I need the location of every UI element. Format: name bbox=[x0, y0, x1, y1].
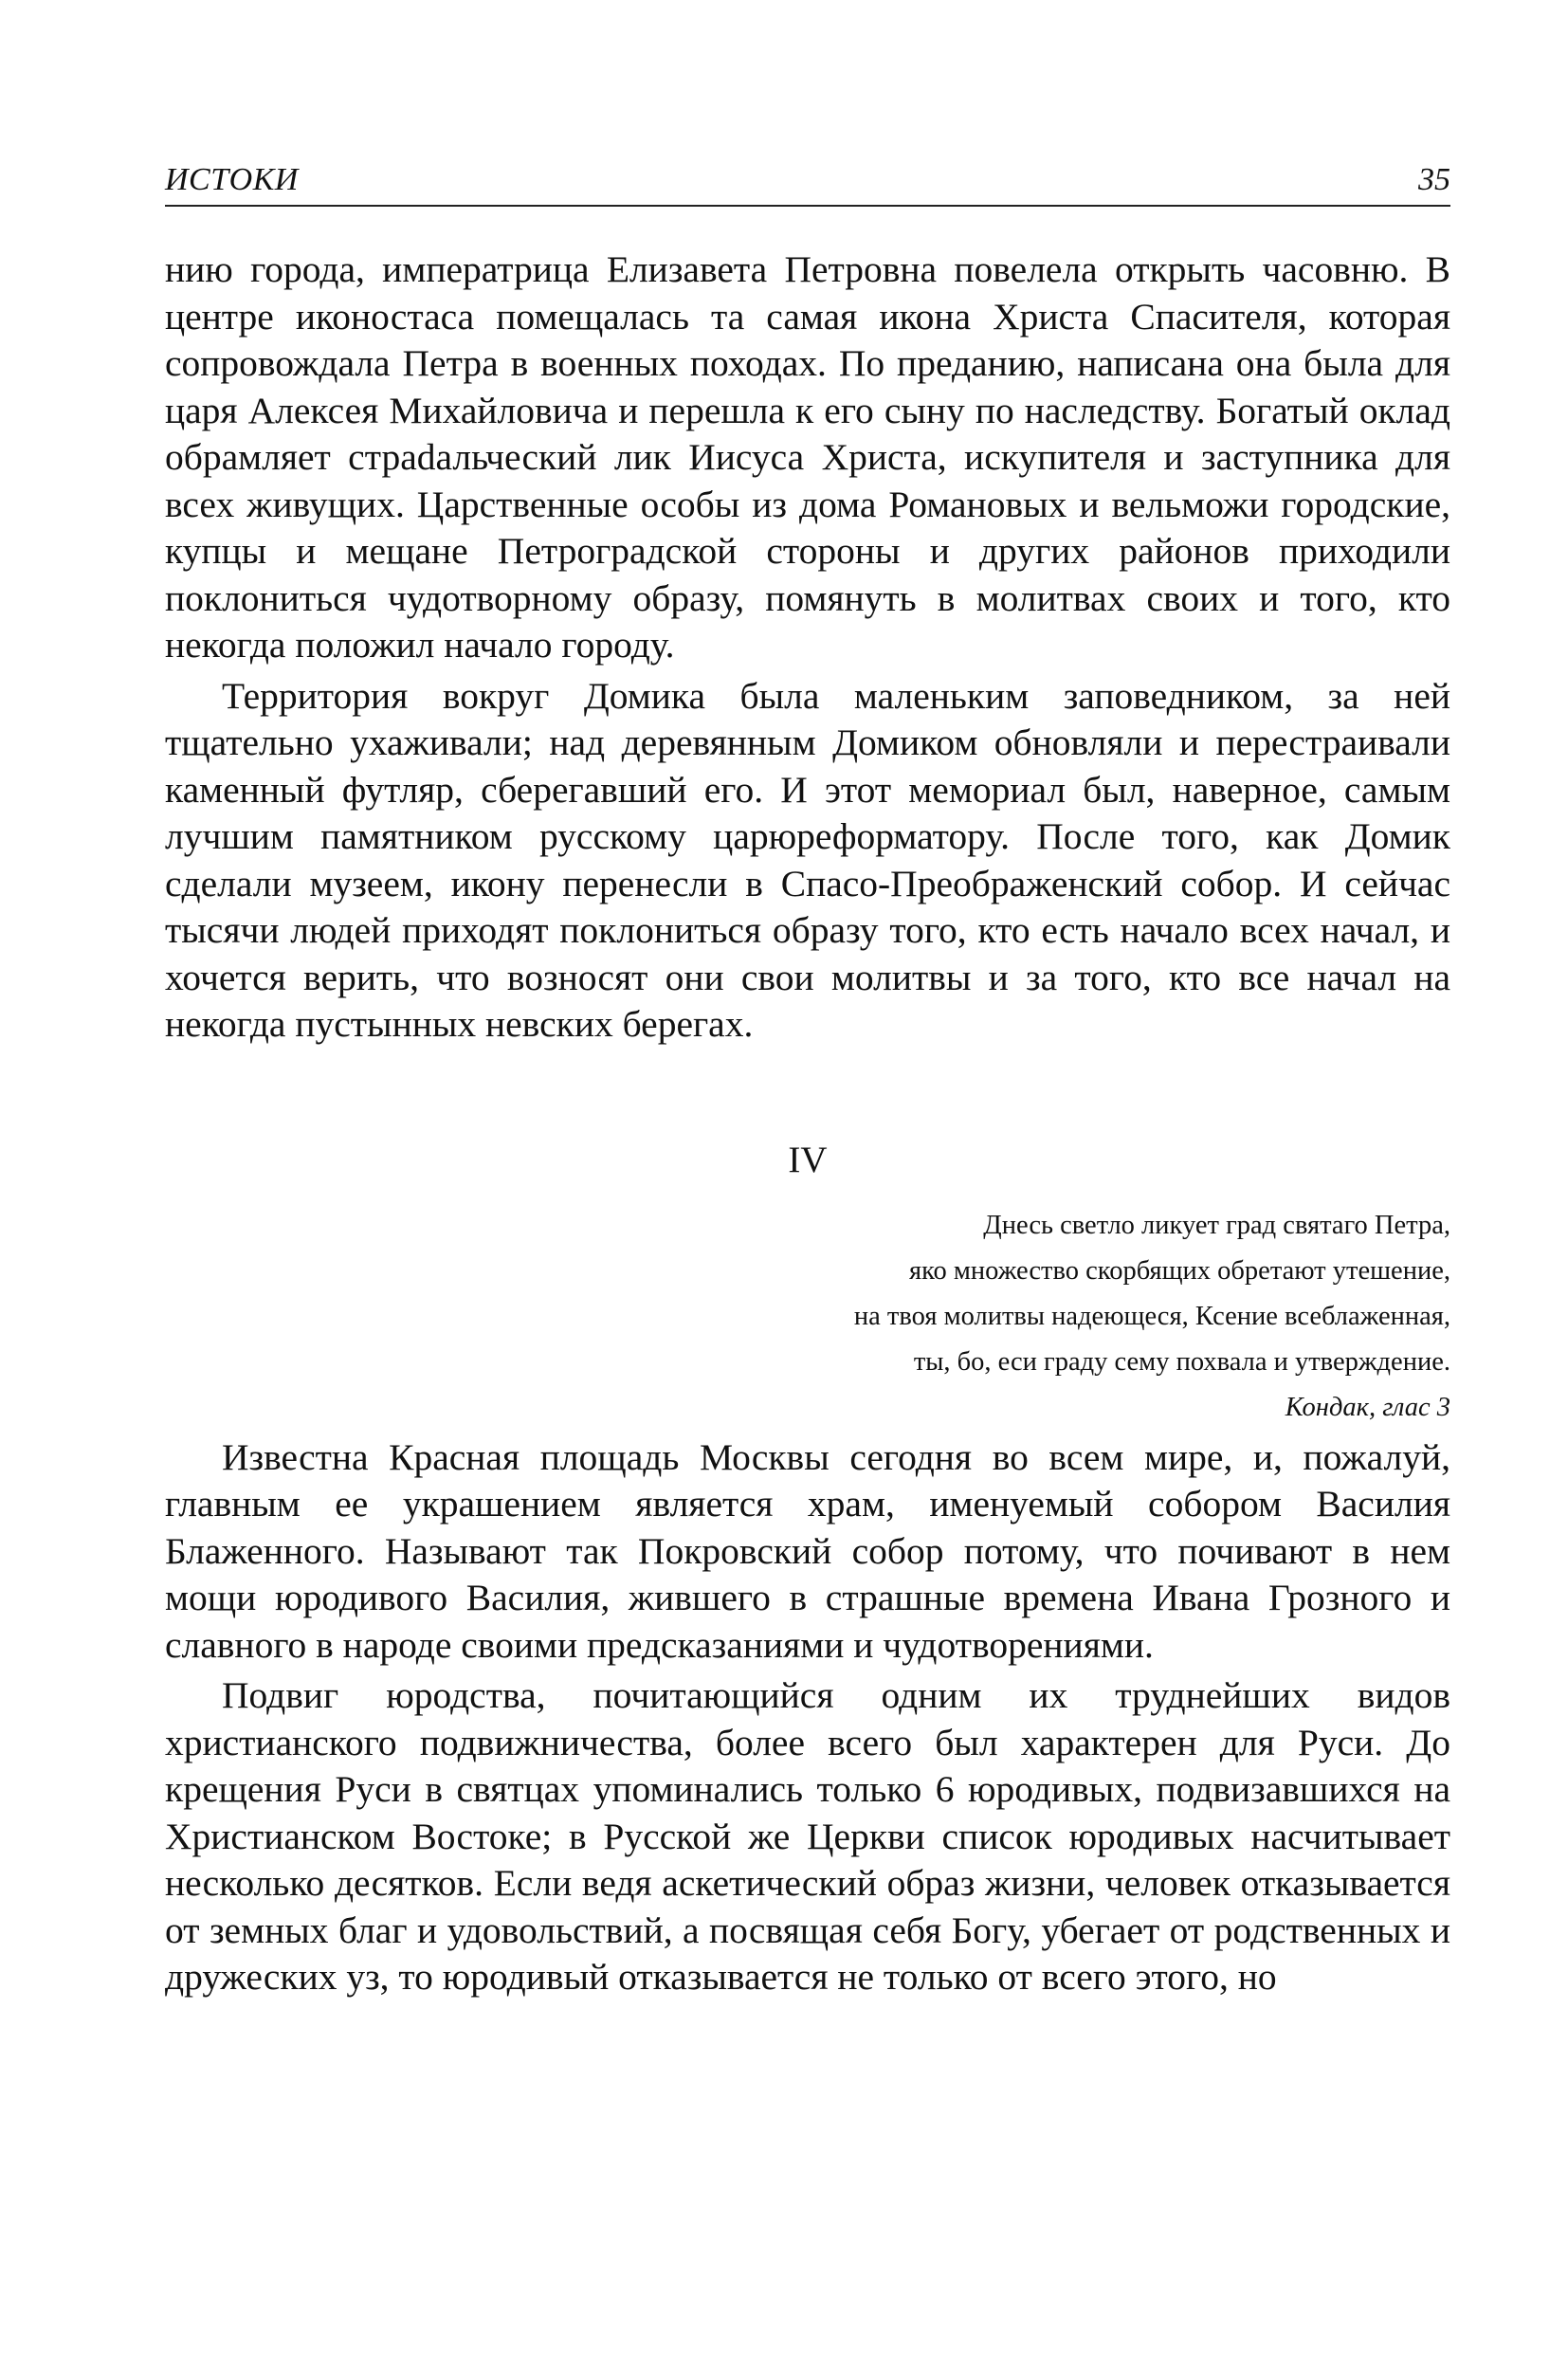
paragraph: Территория вокруг Домика была маленьким заповедником, за ней тщательно ухаживали; над деревянным Домиком обновляли и перестраивали каменный футляр, сберегавший его. И этот мемориал был, наверное, самым лучшим памятником русскому царюреформатору. После того, как Домик сделали музеем, икону перенесли в Спасо-Преображенский собор. И сейчас тысячи людей приходят поклониться образу того, кто есть начало всех начал, и хочется верить, что возносят они свои молитвы и за того, кто все начал на некогда пустынных невских берегах. bbox=[165, 674, 1450, 1045]
body-text-bottom bbox=[165, 1434, 1450, 2001]
paragraph: Известна Красная площадь Москвы сегодня во всем мире, и, пожалуй, главным ее украшением является храм, именуемый собором Василия Блаженного. Называют так Покровский собор потому, что почивают в нем мощи юродивого Василия, жившего в страшные времена Ивана Грозного и славного в народе своими предсказаниями и чудотворениями. bbox=[165, 1435, 1450, 1666]
epigraph-source: Кондак, глас 3 bbox=[1285, 1392, 1450, 1422]
section-heading: IV bbox=[788, 1139, 828, 1180]
book-page bbox=[165, 161, 1450, 2001]
epigraph-line: Днесь светло ликует град святаго Петра, bbox=[983, 1210, 1450, 1240]
paragraph-continued: нию города, императрица Елизавета Петровна повелела открыть часовню. В центре иконостаса помещалась та самая икона Христа Спасителя, которая сопровождала Петра в военных походах. По преданию, написана она была для царя Алексея Михайловича и перешла к его сыну по наследству. Богатый оклад обрамляет страdальческий лик Иисуса Христа, искупителя и заступника для всех живущих. Царственные особы из дома Романовых и вельможи городские, купцы и мещане Петроградской стороны и других районов приходили поклониться чудотворному образу, помянуть в молитвах своих и того, кто некогда положил начало городу. bbox=[165, 248, 1450, 666]
epigraph-line: на твоя молитвы надеющеся, Ксение всеблаженная, bbox=[853, 1301, 1450, 1331]
epigraph-line: ты, бо, еси граду сему похвала и утверждение. bbox=[913, 1346, 1450, 1377]
epigraph bbox=[165, 1203, 1450, 1431]
running-title: ИСТОКИ bbox=[165, 162, 299, 197]
running-header bbox=[165, 161, 1450, 207]
page-number: 35 bbox=[1418, 162, 1450, 197]
paragraph: Подвиг юродства, почитающийся одним их труднейших видов христианского подвижничества, более всего был характерен для Руси. До крещения Руси в святцах упоминались только 6 юродивых, подвизавшихся на Христианском Востоке; в Русской же Церкви список юродивых насчитывает несколько десятков. Если ведя аскетический образ жизни, человек отказывается от земных благ и удовольствий, а посвящая себя Богу, убегает от родственных и дружеских уз, то юродивый отказывается не только от всего этого, но bbox=[165, 1674, 1450, 1998]
body-text-top bbox=[165, 247, 1450, 1049]
epigraph-line: яко множество скорбящих обретают утешение, bbox=[909, 1255, 1450, 1286]
